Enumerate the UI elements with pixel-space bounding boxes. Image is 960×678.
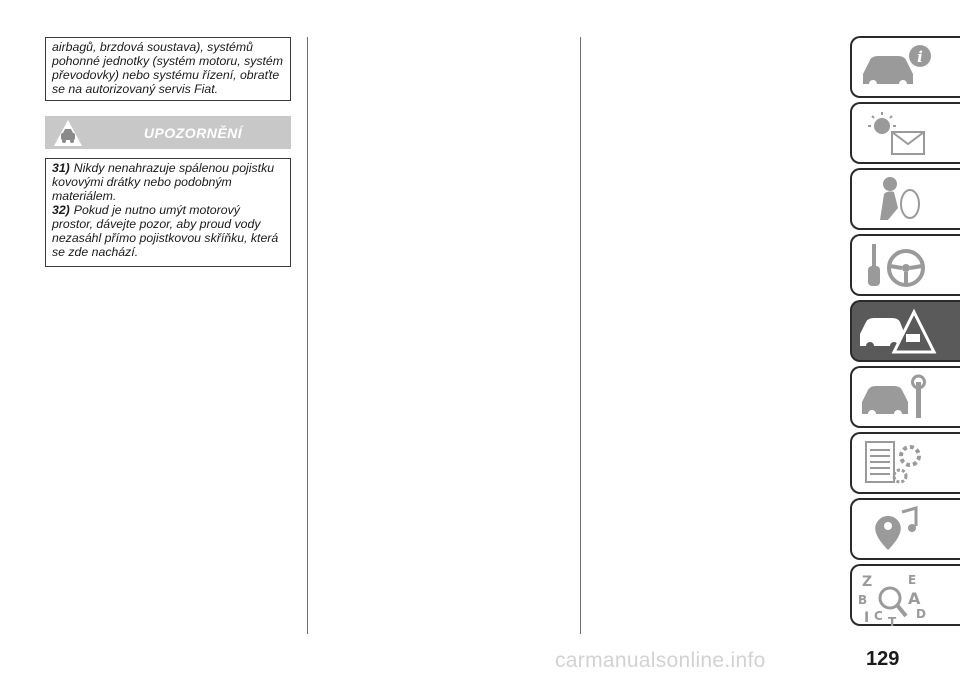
svg-text:E: E	[908, 573, 917, 587]
multimedia-icon	[858, 504, 938, 554]
warning-title: UPOZORNĚNÍ	[143, 125, 243, 141]
tab-car-warning[interactable]	[850, 300, 960, 362]
svg-text:T: T	[888, 615, 897, 626]
key-steering-wheel-icon	[858, 240, 938, 290]
tab-car-wrench[interactable]	[850, 366, 960, 428]
continued-text: airbagů, brzdová soustava), systémů pohonné jednotky (systém motoru, systém převodovky) nebo systému řízení, obraťte se na autorizovaný servis Fiat.	[52, 40, 284, 96]
tab-multimedia[interactable]	[850, 498, 960, 560]
specs-gear-icon	[858, 438, 938, 488]
tab-index-search[interactable]	[850, 564, 960, 626]
notes-box	[45, 158, 291, 267]
svg-text:C: C	[874, 609, 883, 623]
car-info-icon	[858, 42, 938, 92]
continued-text-box	[45, 37, 291, 101]
column-divider	[580, 37, 581, 634]
note-number: 32)	[52, 203, 70, 217]
tab-key-steering[interactable]	[850, 234, 960, 296]
note-number: 31)	[52, 161, 70, 175]
tab-car-info[interactable]	[850, 36, 960, 98]
svg-text:D: D	[916, 607, 926, 621]
note-text: Nikdy nenahrazuje spálenou pojistku kovovými drátky nebo podobným materiálem.	[52, 161, 275, 203]
svg-text:i: i	[917, 48, 923, 66]
lights-message-icon	[858, 108, 938, 158]
warning-header	[45, 116, 291, 149]
seat-airbag-icon	[858, 174, 938, 224]
note-item	[52, 203, 284, 259]
car-warning-small-icon	[53, 119, 83, 152]
page-number: 129	[866, 648, 900, 670]
svg-text:Z: Z	[862, 574, 873, 590]
tab-specs-gear[interactable]	[850, 432, 960, 494]
tab-seat-airbag[interactable]	[850, 168, 960, 230]
svg-text:I: I	[864, 610, 870, 626]
index-search-icon	[858, 570, 938, 626]
note-text: Pokud je nutno umýt motorový prostor, dávejte pozor, aby proud vody nezasáhl přímo pojistkovou skříňku, která se zde nachází.	[52, 203, 279, 259]
car-wrench-icon	[858, 372, 938, 422]
tab-lights-message[interactable]	[850, 102, 960, 164]
note-item	[52, 161, 284, 203]
watermark: carmanualsonline.info	[555, 649, 766, 672]
svg-text:A: A	[908, 589, 921, 608]
svg-text:B: B	[858, 593, 868, 607]
car-warning-icon	[858, 306, 938, 356]
column-divider	[307, 37, 308, 634]
